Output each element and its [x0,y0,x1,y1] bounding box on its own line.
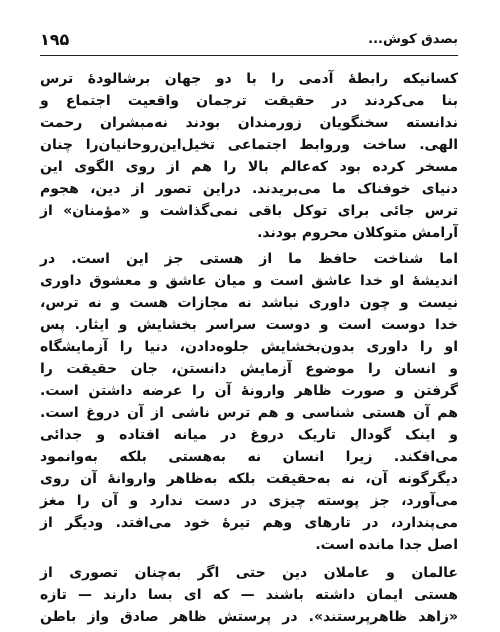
text-line: ترس جائی برای توکل باقی نمی‌گذاشت و «مؤمنان» از [40,203,458,219]
text-line: و اینک گودال تاریک دروغ در میانه افتاده و جدائی [40,427,458,443]
text-line: نیست و چون داوری نباشد نه مجازات هست و نه ترس، [40,295,458,311]
header-rule [40,55,458,56]
page-number: ۱۹۵ [40,30,70,49]
text-line: بنا می‌کردند در حقیقت ترجمان واقعیت اجتماع و [40,93,458,109]
text-line: اندیشهٔ او خدا عاشق است و میان عاشق و معشوق داوری [40,273,458,289]
text-line: ندانسته سخنگویان زورمندان بودند نه‌مبشران رحمت [40,115,458,131]
text-line: خدا دوست است و دوست سراسر بخشایش و ایثار. پس [40,317,458,333]
text-line: اصل جدا مانده است. [315,537,458,553]
text-line: می‌افکند. زیرا انسان نه به‌هستی بلکه به‌وانمود [40,449,458,465]
paragraph [40,68,458,244]
text-line: اما شناخت حافظ ما از هستی جز این است. در [40,251,458,267]
text-line: دنیای خوفناک ما می‌بریدند. دراین تصور از دین، هجوم [40,181,458,197]
text-line: مسخر کرده بود که‌عالم بالا را هم از روی الگوی این [40,159,458,175]
paragraph [40,562,458,628]
text-line: الهی. ساخت وروابط اجتماعی تخیل‌این‌روحانیان‌را چنان [40,137,458,153]
text-line: می‌آورد، جز پوسته چیزی در دست ندارد و آن را مغز [40,493,458,509]
text-line: هم آن هستی شناسی و هم ترس ناشی از آن دروغ است. [40,405,458,421]
text-line: او را داوری بدون‌بخشایش جلوه‌دادن، دنیا را آزمایشگاه [40,339,458,355]
page-header [40,26,458,56]
body-text [40,68,458,632]
text-line: دیگرگونه آن، نه به‌حقیقت بلکه به‌ظاهر واروانهٔ آن روی [40,471,458,487]
text-line: کسانیکه رابطهٔ آدمی را با دو جهان برشالودهٔ ترس [40,71,458,87]
text-line: و انسان را موضوع آزمایش دانستن، جان حقیقت را [40,361,458,377]
text-line: می‌پندارد، در تارهای وهم تیرهٔ خود می‌افتد. ودیگر از [40,515,458,531]
text-line: هستی ایمان داشته باشند — که ای بسا دارند — تازه [40,587,458,603]
running-title: بصدق کوش... [368,32,458,47]
text-line: «زاهد ظاهرپرستند». در پرستش ظاهر صادق واز باطن [40,609,458,625]
text-line: گرفتن و صورت ظاهر وارونهٔ آن را عرضه داشتن است. [40,383,458,399]
text-line: عالمان و عاملان دین حتی اگر به‌چنان تصوری از [40,565,458,581]
paragraph [40,248,458,556]
text-line: آرامش متوکلان محروم بودند. [257,225,458,241]
